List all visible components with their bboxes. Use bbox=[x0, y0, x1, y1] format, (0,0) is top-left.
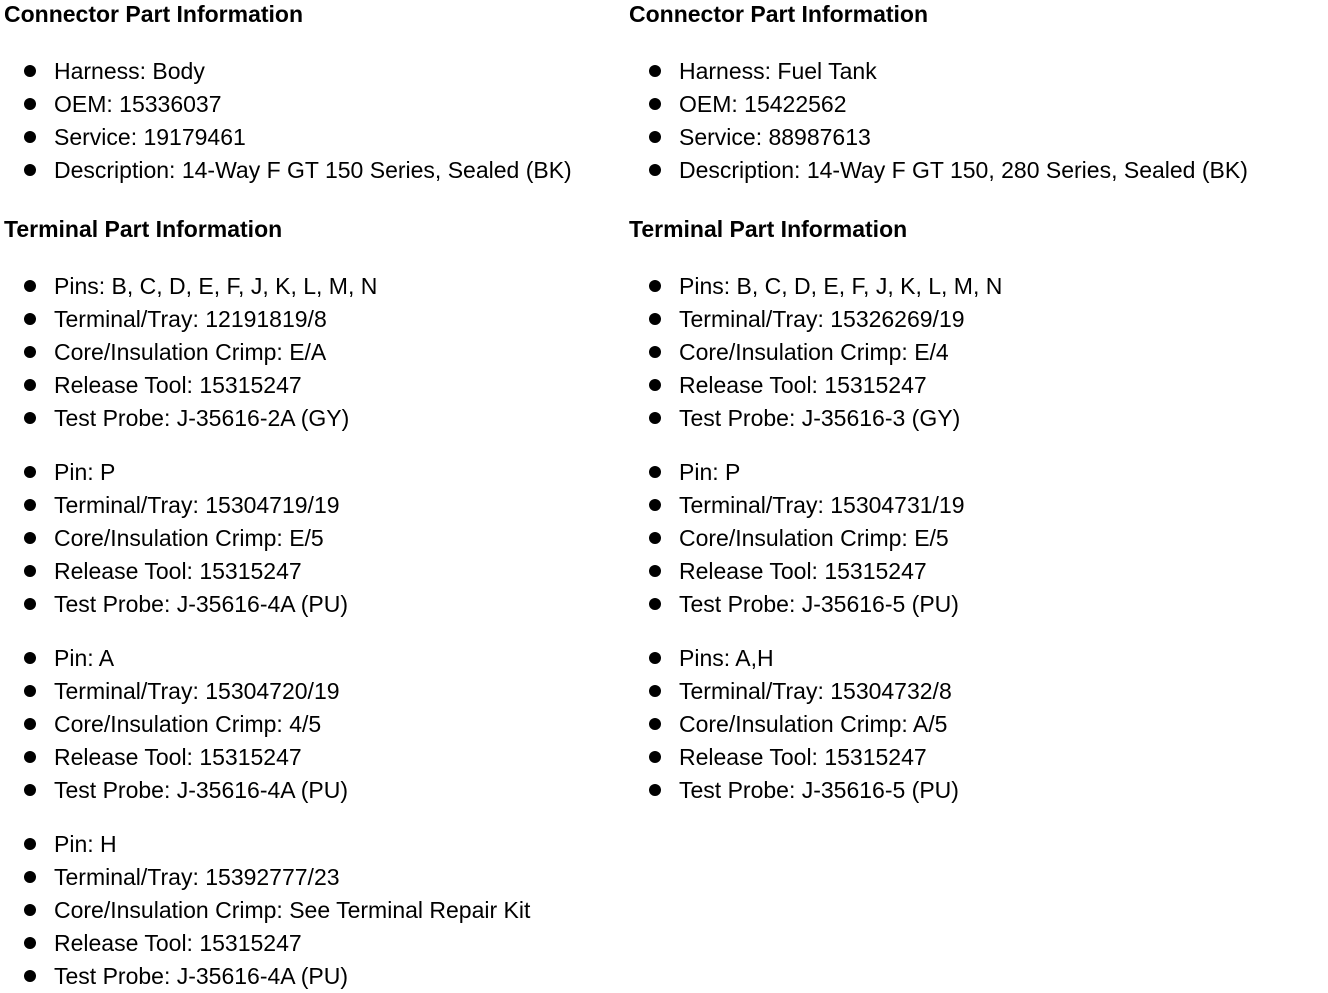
list-item bbox=[4, 154, 624, 187]
bullet-icon bbox=[649, 598, 661, 610]
connector-heading: Connector Part Information bbox=[629, 1, 929, 27]
list-item-text: Core/Insulation Crimp: See Terminal Repair Kit bbox=[54, 897, 531, 923]
list-item bbox=[4, 88, 624, 121]
list-item bbox=[4, 774, 624, 807]
list-item bbox=[629, 522, 1328, 555]
list-item bbox=[4, 708, 624, 741]
bullet-icon bbox=[649, 532, 661, 544]
list-item-text: Terminal/Tray: 15326269/19 bbox=[679, 306, 965, 332]
left-column bbox=[4, 0, 624, 993]
terminal-group bbox=[4, 270, 624, 435]
terminal-groups bbox=[629, 270, 1328, 807]
list-item bbox=[4, 861, 624, 894]
list-item bbox=[4, 369, 624, 402]
list-item-text: Pin: H bbox=[54, 831, 117, 857]
bullet-icon bbox=[24, 598, 36, 610]
list-item bbox=[629, 121, 1328, 154]
list-item bbox=[629, 303, 1328, 336]
bullet-icon bbox=[24, 751, 36, 763]
list-item-text: Harness: Body bbox=[54, 58, 205, 84]
list-item-text: Description: 14-Way F GT 150, 280 Series, Sealed (BK) bbox=[679, 157, 1248, 183]
list-item-text: Release Tool: 15315247 bbox=[679, 744, 927, 770]
bullet-icon bbox=[649, 164, 661, 176]
list-item bbox=[629, 555, 1328, 588]
list-item bbox=[629, 88, 1328, 121]
connector-list bbox=[629, 55, 1328, 187]
bullet-icon bbox=[24, 466, 36, 478]
bullet-icon bbox=[24, 838, 36, 850]
bullet-icon bbox=[24, 904, 36, 916]
list-item bbox=[629, 741, 1328, 774]
bullet-icon bbox=[649, 280, 661, 292]
bullet-icon bbox=[24, 652, 36, 664]
bullet-icon bbox=[649, 784, 661, 796]
list-item-text: Release Tool: 15315247 bbox=[54, 930, 302, 956]
list-item bbox=[4, 927, 624, 960]
bullet-icon bbox=[649, 131, 661, 143]
list-item-text: Test Probe: J-35616-5 (PU) bbox=[679, 777, 959, 803]
bullet-icon bbox=[649, 313, 661, 325]
bullet-icon bbox=[24, 970, 36, 982]
bullet-icon bbox=[24, 65, 36, 77]
terminal-group bbox=[629, 270, 1328, 435]
list-item-text: Pin: P bbox=[679, 459, 741, 485]
bullet-icon bbox=[24, 164, 36, 176]
bullet-icon bbox=[649, 98, 661, 110]
list-item bbox=[629, 456, 1328, 489]
bullet-icon bbox=[24, 313, 36, 325]
list-item-text: Terminal/Tray: 15304732/8 bbox=[679, 678, 952, 704]
bullet-icon bbox=[649, 685, 661, 697]
terminal-group bbox=[4, 642, 624, 807]
list-item-text: Terminal/Tray: 15392777/23 bbox=[54, 864, 340, 890]
list-item-text: Release Tool: 15315247 bbox=[54, 372, 302, 398]
list-item-text: Harness: Fuel Tank bbox=[679, 58, 877, 84]
bullet-icon bbox=[24, 346, 36, 358]
bullet-icon bbox=[24, 871, 36, 883]
list-item-text: Service: 19179461 bbox=[54, 124, 246, 150]
list-item-text: Terminal/Tray: 12191819/8 bbox=[54, 306, 327, 332]
list-item-text: Core/Insulation Crimp: A/5 bbox=[679, 711, 948, 737]
list-item-text: Test Probe: J-35616-4A (PU) bbox=[54, 963, 349, 989]
list-item bbox=[4, 303, 624, 336]
list-item-text: Test Probe: J-35616-5 (PU) bbox=[679, 591, 959, 617]
list-item bbox=[4, 489, 624, 522]
bullet-icon bbox=[24, 718, 36, 730]
list-item bbox=[629, 489, 1328, 522]
list-item bbox=[4, 741, 624, 774]
list-item bbox=[4, 588, 624, 621]
terminal-heading: Terminal Part Information bbox=[629, 216, 908, 242]
connector-heading: Connector Part Information bbox=[4, 1, 304, 27]
list-item bbox=[629, 270, 1328, 303]
list-item bbox=[4, 555, 624, 588]
list-item bbox=[629, 369, 1328, 402]
bullet-icon bbox=[649, 466, 661, 478]
list-item bbox=[4, 336, 624, 369]
list-item bbox=[4, 960, 624, 993]
list-item bbox=[4, 270, 624, 303]
bullet-icon bbox=[24, 937, 36, 949]
bullet-icon bbox=[649, 652, 661, 664]
bullet-icon bbox=[24, 280, 36, 292]
list-item bbox=[4, 828, 624, 861]
list-item-text: Service: 88987613 bbox=[679, 124, 871, 150]
bullet-icon bbox=[24, 379, 36, 391]
list-item-text: Test Probe: J-35616-4A (PU) bbox=[54, 591, 349, 617]
connector-list bbox=[4, 55, 624, 187]
list-item bbox=[4, 402, 624, 435]
terminal-group bbox=[629, 456, 1328, 621]
terminal-group bbox=[4, 828, 624, 993]
list-item bbox=[4, 522, 624, 555]
list-item-text: Release Tool: 15315247 bbox=[54, 558, 302, 584]
bullet-icon bbox=[649, 751, 661, 763]
list-item-text: Core/Insulation Crimp: E/A bbox=[54, 339, 327, 365]
bullet-icon bbox=[24, 565, 36, 577]
terminal-group bbox=[4, 456, 624, 621]
list-item-text: Terminal/Tray: 15304731/19 bbox=[679, 492, 965, 518]
list-item bbox=[629, 336, 1328, 369]
list-item-text: Core/Insulation Crimp: 4/5 bbox=[54, 711, 322, 737]
list-item-text: Release Tool: 15315247 bbox=[54, 744, 302, 770]
bullet-icon bbox=[649, 499, 661, 511]
bullet-icon bbox=[649, 565, 661, 577]
terminal-group bbox=[629, 642, 1328, 807]
list-item bbox=[4, 456, 624, 489]
list-item-text: OEM: 15336037 bbox=[54, 91, 222, 117]
list-item bbox=[4, 675, 624, 708]
list-item-text: Core/Insulation Crimp: E/4 bbox=[679, 339, 949, 365]
list-item-text: Core/Insulation Crimp: E/5 bbox=[679, 525, 949, 551]
list-item bbox=[629, 708, 1328, 741]
list-item-text: Test Probe: J-35616-3 (GY) bbox=[679, 405, 961, 431]
list-item-text: Terminal/Tray: 15304720/19 bbox=[54, 678, 340, 704]
list-item bbox=[629, 154, 1328, 187]
list-item-text: OEM: 15422562 bbox=[679, 91, 847, 117]
bullet-icon bbox=[24, 784, 36, 796]
bullet-icon bbox=[24, 499, 36, 511]
list-item bbox=[4, 121, 624, 154]
bullet-icon bbox=[24, 98, 36, 110]
list-item-text: Description: 14-Way F GT 150 Series, Sealed (BK) bbox=[54, 157, 572, 183]
bullet-icon bbox=[24, 412, 36, 424]
list-item-text: Core/Insulation Crimp: E/5 bbox=[54, 525, 324, 551]
list-item-text: Pin: A bbox=[54, 645, 115, 671]
list-item bbox=[629, 642, 1328, 675]
list-item bbox=[4, 894, 624, 927]
list-item bbox=[4, 55, 624, 88]
list-item bbox=[629, 402, 1328, 435]
list-item bbox=[629, 675, 1328, 708]
list-item-text: Pins: B, C, D, E, F, J, K, L, M, N bbox=[679, 273, 1003, 299]
list-item-text: Pins: B, C, D, E, F, J, K, L, M, N bbox=[54, 273, 378, 299]
list-item-text: Test Probe: J-35616-2A (GY) bbox=[54, 405, 350, 431]
list-item-text: Release Tool: 15315247 bbox=[679, 372, 927, 398]
bullet-icon bbox=[24, 532, 36, 544]
list-item bbox=[629, 588, 1328, 621]
list-item-text: Pins: A,H bbox=[679, 645, 774, 671]
list-item-text: Test Probe: J-35616-4A (PU) bbox=[54, 777, 349, 803]
list-item bbox=[4, 642, 624, 675]
list-item bbox=[629, 774, 1328, 807]
bullet-icon bbox=[24, 131, 36, 143]
bullet-icon bbox=[649, 379, 661, 391]
list-item-text: Release Tool: 15315247 bbox=[679, 558, 927, 584]
terminal-heading: Terminal Part Information bbox=[4, 216, 283, 242]
bullet-icon bbox=[24, 685, 36, 697]
terminal-groups bbox=[4, 270, 624, 993]
list-item bbox=[629, 55, 1328, 88]
bullet-icon bbox=[649, 65, 661, 77]
right-column bbox=[629, 0, 1328, 807]
bullet-icon bbox=[649, 412, 661, 424]
list-item-text: Pin: P bbox=[54, 459, 116, 485]
bullet-icon bbox=[649, 718, 661, 730]
list-item-text: Terminal/Tray: 15304719/19 bbox=[54, 492, 340, 518]
bullet-icon bbox=[649, 346, 661, 358]
